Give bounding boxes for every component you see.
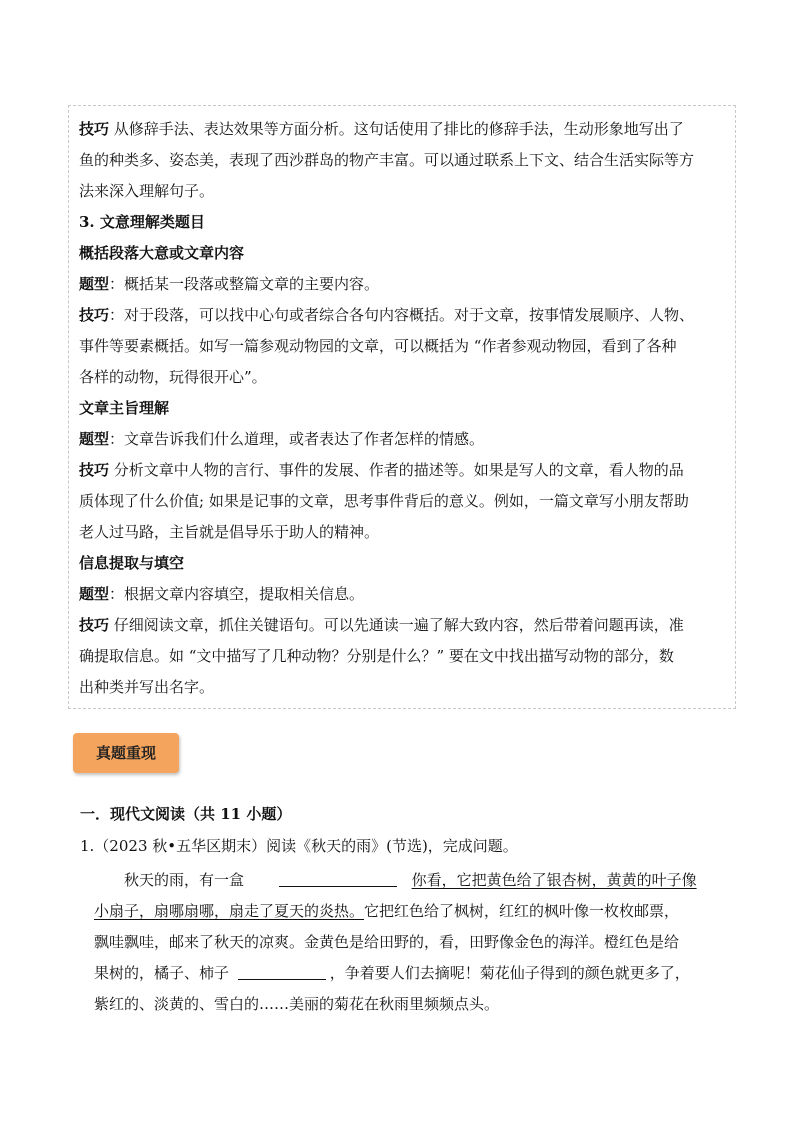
tips-line <box>79 238 725 269</box>
tips-line-label: 3. 文意理解类题目 <box>79 213 205 231</box>
section-title: 一．现代文阅读（共 11 小题） <box>80 805 292 823</box>
tips-line <box>79 176 725 207</box>
tips-line-text: ：概括某一段落或整篇文章的主要内容。 <box>109 275 380 293</box>
tips-line-text: 确提取信息。如 “文中描写了几种动物？分别是什么？” 要在文中找出描写动物的部分，数 <box>79 647 674 665</box>
tips-line-text: ：文章告诉我们什么道理，或者表达了作者怎样的情感。 <box>109 430 485 448</box>
tips-line-text: 老人过马路，主旨就是倡导乐于助人的精神。 <box>79 523 380 541</box>
fill-blank-2[interactable] <box>238 965 326 980</box>
tips-line <box>79 610 725 641</box>
tips-line-text: 法来深入理解句子。 <box>79 182 215 200</box>
question-stem: 1.（2023 秋•五华区期末）阅读《秋天的雨》(节选)，完成问题。 <box>80 837 518 855</box>
tips-line <box>79 455 725 486</box>
fill-blank-1[interactable] <box>279 872 397 887</box>
tips-line <box>79 641 725 672</box>
tips-line <box>79 517 725 548</box>
tips-line <box>79 331 725 362</box>
passage-text: 果树的，橘子、柿子 <box>94 964 230 982</box>
tips-line <box>79 548 725 579</box>
tips-line <box>79 424 725 455</box>
section-badge: 真题重现 <box>73 733 179 773</box>
tips-line <box>79 362 725 393</box>
tips-line <box>79 114 725 145</box>
tips-line-label: 题型 <box>79 275 110 293</box>
reading-passage <box>80 865 740 1020</box>
tips-line-text: 仔细阅读文章，抓住关键语句。可以先通读一遍了解大致内容，然后带着问题再读，准 <box>109 616 684 634</box>
tips-line <box>79 393 725 424</box>
tips-line-text: 从修辞手法、表达效果等方面分析。这句话使用了排比的修辞手法，生动形象地写出了 <box>109 120 684 138</box>
tips-line <box>79 269 725 300</box>
underlined-sentence: 你看，它把黄色给了银杏树，黄黄的叶子像 <box>411 871 697 889</box>
passage-text: 它把红色给了枫树，红红的枫叶像一枚枚邮票， <box>364 902 680 920</box>
tips-line-text: 事件等要素概括。如写一篇参观动物园的文章，可以概括为 “作者参观动物园，看到了各种 <box>79 337 677 355</box>
tips-line <box>79 486 725 517</box>
passage-line-4 <box>80 958 740 989</box>
tips-line <box>79 300 725 331</box>
tips-line-label: 技巧 <box>79 120 110 138</box>
passage-line-3: 飘哇飘哇，邮来了秋天的凉爽。金黄色是给田野的，看，田野像金色的海洋。橙红色是给 <box>94 933 680 951</box>
tips-line-text: 各样的动物，玩得很开心”。 <box>79 368 267 386</box>
tips-line-label: 技巧 <box>79 616 110 634</box>
tips-line <box>79 672 725 703</box>
underlined-sentence-cont: 小扇子，扇哪扇哪，扇走了夏天的炎热。 <box>94 902 365 920</box>
tips-line-text: 鱼的种类多、姿态美，表现了西沙群岛的物产丰富。可以通过联系上下文、结合生活实际等方 <box>79 151 695 169</box>
tips-line-text: 出种类并写出名字。 <box>79 678 215 696</box>
tips-line-label: 题型 <box>79 430 110 448</box>
tips-box <box>68 105 736 709</box>
tips-line-label: 信息提取与填空 <box>79 554 185 572</box>
passage-text: ，争着要人们去摘呢！菊花仙子得到的颜色就更多了， <box>329 964 690 982</box>
tips-line <box>79 579 725 610</box>
tips-line-text: ：对于段落，可以找中心句或者综合各句内容概括。对于文章，按事情发展顺序、人物、 <box>109 306 695 324</box>
tips-line-label: 技巧 <box>79 306 110 324</box>
tips-line-text: ：根据文章内容填空，提取相关信息。 <box>109 585 365 603</box>
tips-line-label: 题型 <box>79 585 110 603</box>
tips-line-label: 概括段落大意或文章内容 <box>79 244 245 262</box>
tips-line <box>79 207 725 238</box>
passage-line-1 <box>80 865 740 896</box>
passage-line-2 <box>80 896 740 927</box>
passage-line-5: 紫红的、淡黄的、雪白的……美丽的菊花在秋雨里频频点头。 <box>94 995 500 1013</box>
tips-line <box>79 145 725 176</box>
tips-line-text: 质体现了什么价值; 如果是记事的文章，思考事件背后的意义。例如，一篇文章写小朋友帮助 <box>79 492 689 510</box>
passage-text: 秋天的雨，有一盒 <box>124 871 245 889</box>
tips-line-label: 技巧 <box>79 461 110 479</box>
tips-line-text: 分析文章中人物的言行、事件的发展、作者的描述等。如果是写人的文章，看人物的品 <box>109 461 684 479</box>
tips-line-label: 文章主旨理解 <box>79 399 170 417</box>
